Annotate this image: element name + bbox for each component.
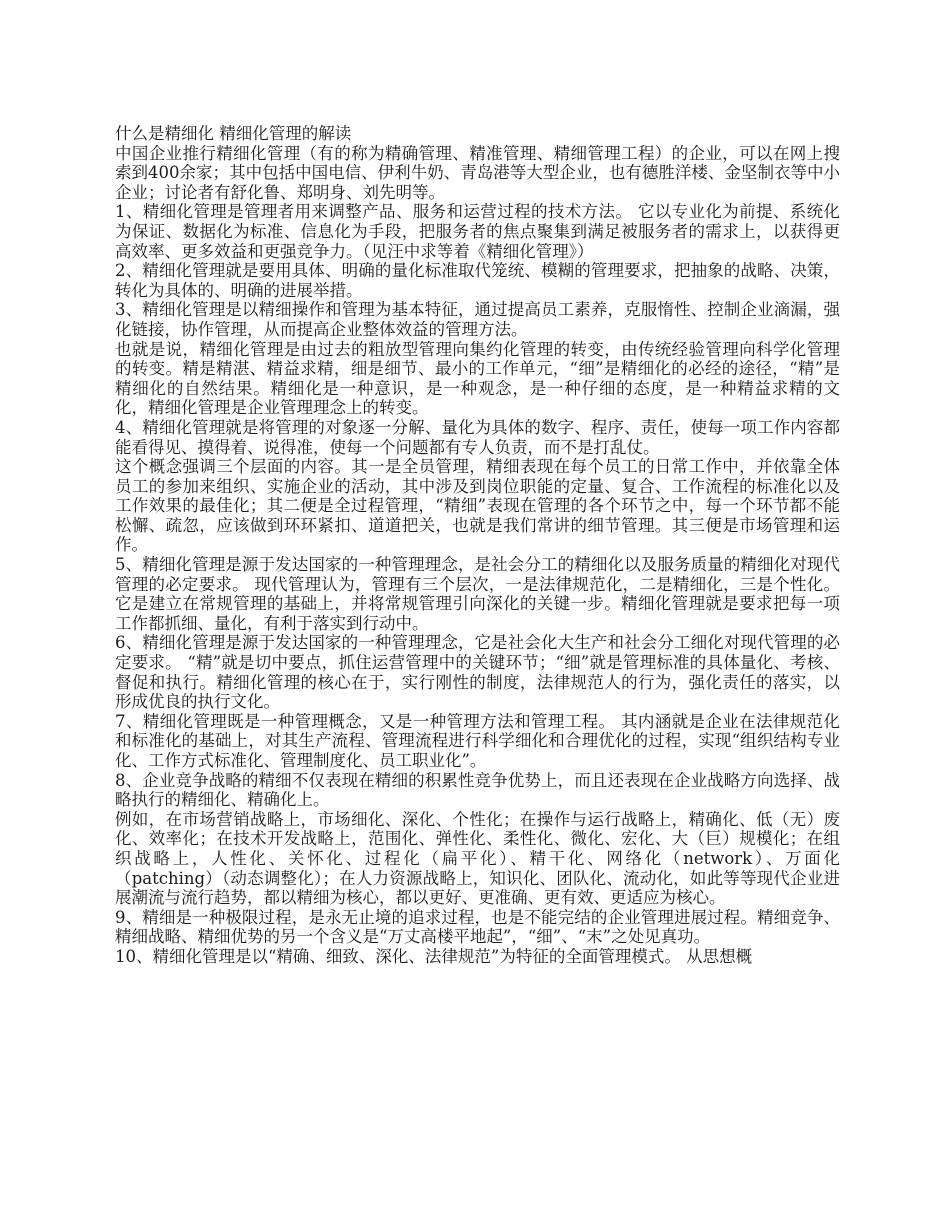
paragraph-point-4-explanation: 这个概念强调三个层面的内容。其一是全员管理，精细表现在每个员工的日常工作中，并依靠全体员工的参加来组织、实施企业的活动，其中涉及到岗位职能的定量、复合、工作流程的标准化以及工作效果的最佳化；其二便是全过程管理，“精细”表现在管理的各个环节之中，每一个环节都不能松懈、疏忽，应该做到环环紧扣、道道把关，也就是我们常讲的细节管理。其三便是市场管理和运作。 xyxy=(115,457,840,555)
paragraph-intro: 中国企业推行精细化管理（有的称为精确管理、精准管理、精细管理工程）的企业，可以在网上搜索到400余家；其中包括中国电信、伊利牛奶、青岛港等大型企业，也有德胜洋楼、金坚制衣等中小企业；讨论者有舒化鲁、郑明身、刘先明等。 xyxy=(115,143,840,202)
paragraph-point-3: 3、精细化管理是以精细操作和管理为基本特征，通过提高员工素养，克服惰性、控制企业滴漏，强化链接，协作管理，从而提高企业整体效益的管理方法。 xyxy=(115,300,840,339)
paragraph-point-7: 7、精细化管理既是一种管理概念，又是一种管理方法和管理工程。 其内涵就是企业在法律规范化和标准化的基础上，对其生产流程、管理流程进行科学细化和合理优化的过程，实现“组织结构专业化、工作方式标准化、管理制度化、员工职业化”。 xyxy=(115,711,840,770)
paragraph-point-4: 4、精细化管理就是将管理的对象逐一分解、量化为具体的数字、程序、责任，使每一项工作内容都能看得见、摸得着、说得准，使每一个问题都有专人负责，而不是打乱仗。 xyxy=(115,417,840,457)
paragraph-point-9: 9、精细是一种极限过程，是永无止境的追求过程，也是不能完结的企业管理进展过程。精细竞争、精细战略、精细优势的另一个含义是“万丈高楼平地起”，“细”、“末”之处见真功。 xyxy=(115,907,840,947)
paragraph-point-1: 1、精细化管理是管理者用来调整产品、服务和运营过程的技术方法。 它以专业化为前提、系统化为保证、数据化为标准、信息化为手段，把服务者的焦点聚集到满足被服务者的需求上，以获得更高效率、更多效益和更强竞争力。（见汪中求等着《精细化管理》） xyxy=(115,202,840,261)
paragraph-point-5: 5、精细化管理是源于发达国家的一种管理理念，是社会分工的精细化以及服务质量的精细化对现代管理的必定要求。 现代管理认为，管理有三个层次，一是法律规范化，二是精细化，三是个性化。它是建立在常规管理的基础上，并将常规管理引向深化的关键一步。精细化管理就是要求把每一项工作都抓细、量化，有利于落实到行动中。 xyxy=(115,555,840,633)
paragraph-point-10: 10、精细化管理是以“精确、细致、深化、法律规范”为特征的全面管理模式。 从思想概 xyxy=(115,946,753,966)
paragraph-point-8-example: 例如，在市场营销战略上，市场细化、深化、个性化；在操作与运行战略上，精确化、低（无）废化、效率化；在技术开发战略上，范围化、弹性化、柔性化、微化、宏化、大（巨）规模化；在组织战略上，人性化、关怀化、过程化（扁平化）、精干化、网络化（network）、万面化（patching）（动态调整化）；在人力资源战略上，知识化、团队化、流动化，如此等等现代企业进展潮流与流行趋势，都以精细为核心，都以更好、更准确、更有效、更适应为核心。 xyxy=(115,809,840,908)
document-body xyxy=(115,124,840,967)
document-title: 什么是精细化 精细化管理的解读 xyxy=(115,124,352,143)
paragraph-point-2: 2、精细化管理就是要用具体、明确的量化标准取代笼统、模糊的管理要求，把抽象的战略、决策，转化为具体的、明确的进展举措。 xyxy=(115,261,840,300)
paragraph-point-3-explanation: 也就是说，精细化管理是由过去的粗放型管理向集约化管理的转变，由传统经验管理向科学化管理的转变。精是精湛、精益求精，细是细节、最小的工作单元，“细”是精细化的必经的途径，“精”是精细化的自然结果。精细化是一种意识，是一种观念，是一种仔细的态度，是一种精益求精的文化，精细化管理是企业管理理念上的转变。 xyxy=(115,339,840,418)
paragraph-point-8: 8、企业竞争战略的精细不仅表现在精细的积累性竞争优势上，而且还表现在企业战略方向选择、战略执行的精细化、精确化上。 xyxy=(115,770,840,810)
paragraph-point-6: 6、精细化管理是源于发达国家的一种管理理念，它是社会化大生产和社会分工细化对现代管理的必定要求。 “精”就是切中要点，抓住运营管理中的关键环节；“细”就是管理标准的具体量化、考核、督促和执行。精细化管理的核心在于，实行刚性的制度，法律规范人的行为，强化责任的落实，以形成优良的执行文化。 xyxy=(115,633,840,712)
